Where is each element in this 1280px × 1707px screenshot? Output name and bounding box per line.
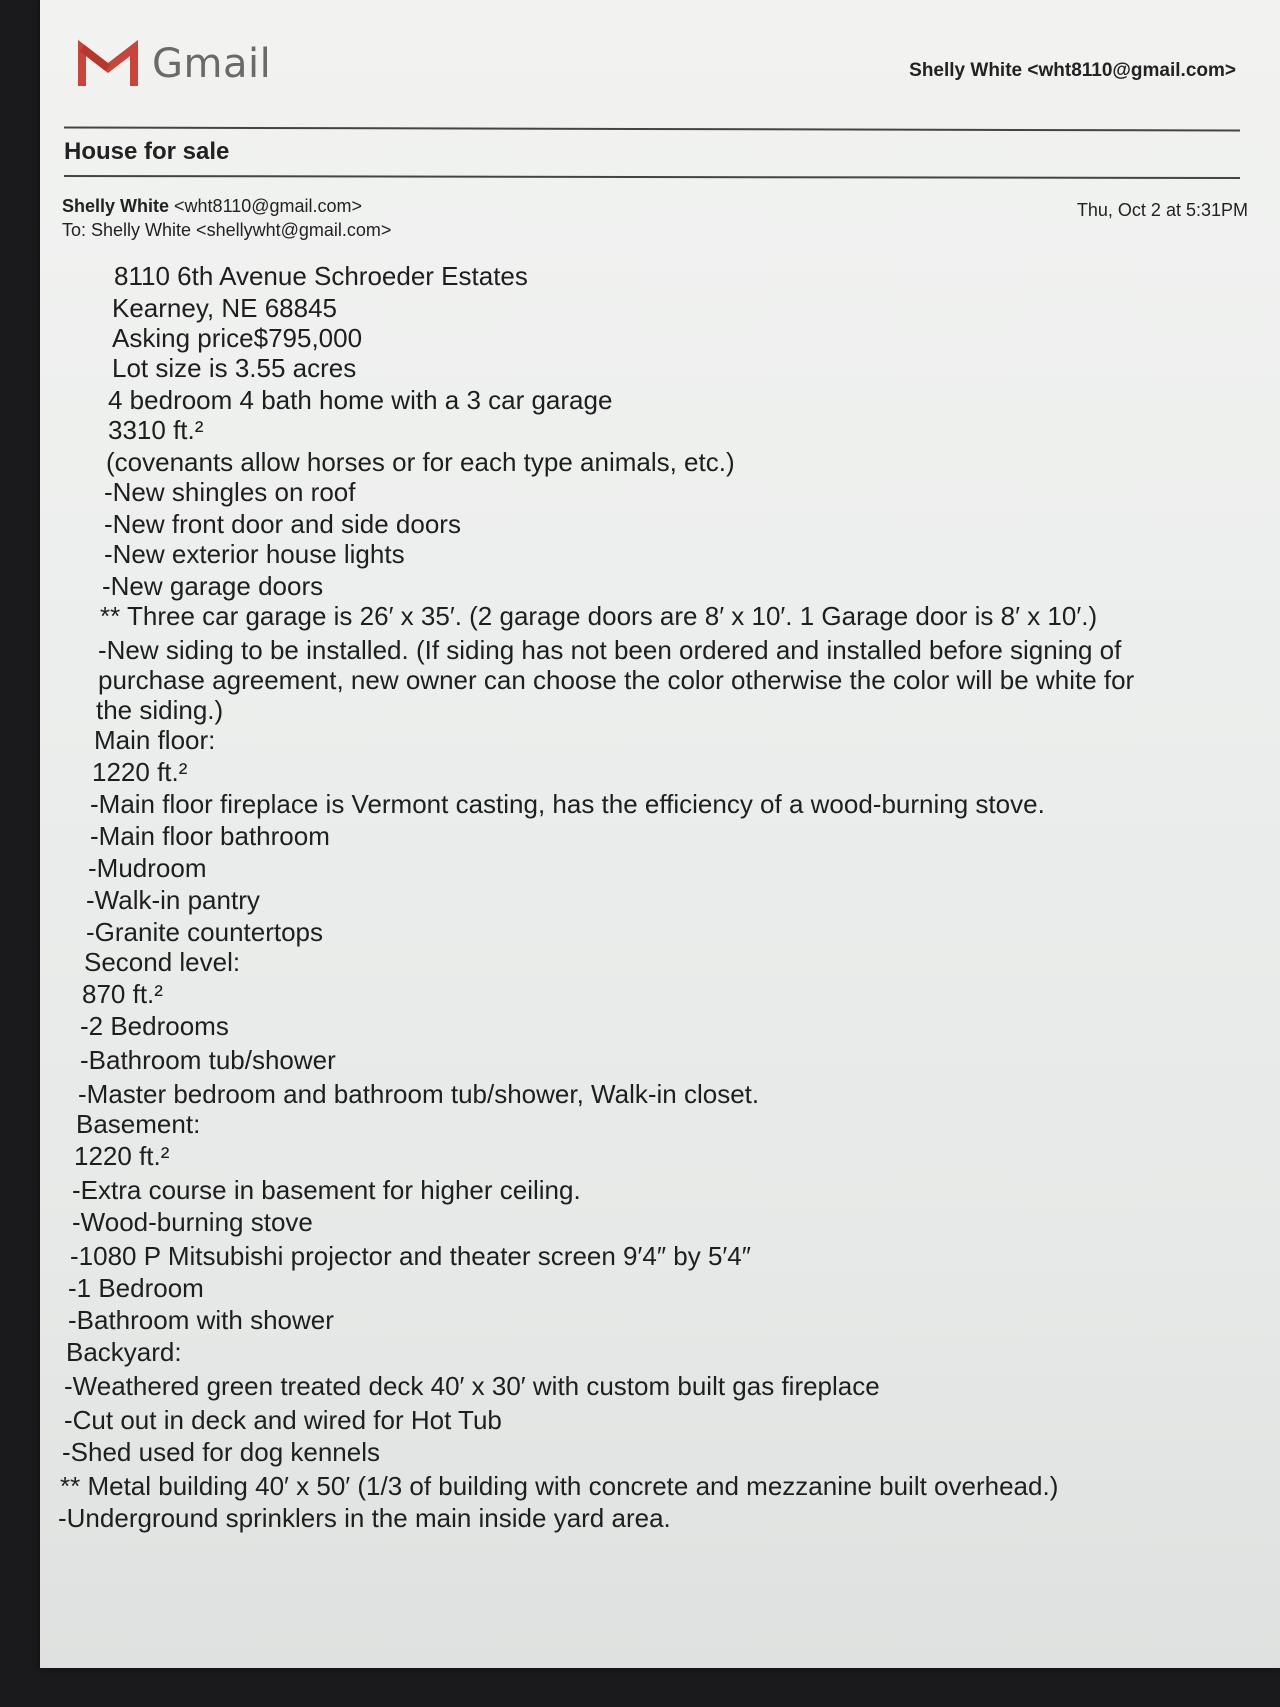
sender-address: <wht8110@gmail.com> [174, 196, 363, 216]
body-line: Asking price$795,000 [112, 323, 363, 353]
body-line: -Mudroom [88, 853, 207, 883]
app-name: Gmail [152, 41, 272, 87]
body-line: -1080 P Mitsubishi projector and theater screen 9′4″ by 5′4″ [70, 1241, 751, 1271]
body-line: -New garage doors [102, 571, 324, 601]
body-line: purchase agreement, new owner can choose the color otherwise the color will be white for [98, 665, 1135, 695]
body-line: 4 bedroom 4 bath home with a 3 car garage [108, 385, 613, 415]
recipient-line: To: Shelly White <shellywht@gmail.com> [62, 220, 392, 240]
email-date: Thu, Oct 2 at 5:31PM [1076, 200, 1248, 220]
body-line: Lot size is 3.55 acres [112, 353, 357, 383]
account-email: Shelly White <wht8110@gmail.com> [909, 60, 1236, 81]
gmail-m-icon [76, 40, 140, 88]
body-line: -Cut out in deck and wired for Hot Tub [64, 1405, 502, 1435]
body-line: Second level: [84, 947, 241, 977]
body-line: 1220 ft.² [74, 1141, 170, 1171]
sender-name: Shelly White [62, 196, 170, 216]
gmail-logo [76, 40, 271, 88]
divider [64, 126, 1240, 131]
body-line: -Walk-in pantry [86, 885, 260, 915]
body-line: -New front door and side doors [104, 509, 461, 539]
body-line: Backyard: [66, 1337, 182, 1367]
body-line: -Underground sprinklers in the main inside yard area. [58, 1503, 671, 1533]
body-line: -New siding to be installed. (If siding has not been ordered and installed before signing of [98, 635, 1122, 665]
body-line: -Wood-burning stove [72, 1207, 313, 1237]
body-line: -Bathroom tub/shower [80, 1045, 336, 1075]
body-line: 870 ft.² [82, 979, 163, 1009]
body-line: -Extra course in basement for higher ceiling. [72, 1175, 581, 1205]
sender-line [62, 194, 391, 218]
body-line: -Weathered green treated deck 40′ x 30′ with custom built gas fireplace [64, 1371, 880, 1401]
body-line: 8110 6th Avenue Schroeder Estates [114, 261, 528, 291]
body-line: 1220 ft.² [92, 757, 188, 787]
body-line: -Shed used for dog kennels [62, 1437, 380, 1467]
body-line: ** Metal building 40′ x 50′ (1/3 of building with concrete and mezzanine built overhead.) [60, 1471, 1059, 1501]
printed-email-page [40, 0, 1280, 1668]
body-line: -Main floor fireplace is Vermont casting, has the efficiency of a wood-burning stove. [90, 789, 1045, 819]
body-line: -1 Bedroom [68, 1273, 204, 1303]
gmail-header [76, 36, 1236, 96]
body-line: -Main floor bathroom [90, 821, 330, 851]
body-line: -Bathroom with shower [68, 1305, 334, 1335]
body-line: the siding.) [96, 695, 224, 725]
email-meta [62, 194, 391, 242]
body-line: -Master bedroom and bathroom tub/shower, Walk-in closet. [78, 1079, 760, 1109]
body-line: Main floor: [94, 725, 216, 755]
divider [64, 175, 1240, 179]
body-line: Basement: [76, 1109, 201, 1139]
body-line: (covenants allow horses or for each type animals, etc.) [106, 447, 735, 477]
body-line: -Granite countertops [86, 917, 324, 947]
body-line: -New exterior house lights [104, 539, 405, 569]
body-line: ** Three car garage is 26′ x 35′. (2 garage doors are 8′ x 10′. 1 Garage door is 8′ x 10′.) [100, 601, 1098, 631]
body-line: 3310 ft.² [108, 415, 204, 445]
body-line: -2 Bedrooms [80, 1011, 229, 1041]
body-line: Kearney, NE 68845 [112, 293, 337, 323]
body-line: -New shingles on roof [104, 477, 356, 507]
email-subject: House for sale [64, 138, 230, 165]
